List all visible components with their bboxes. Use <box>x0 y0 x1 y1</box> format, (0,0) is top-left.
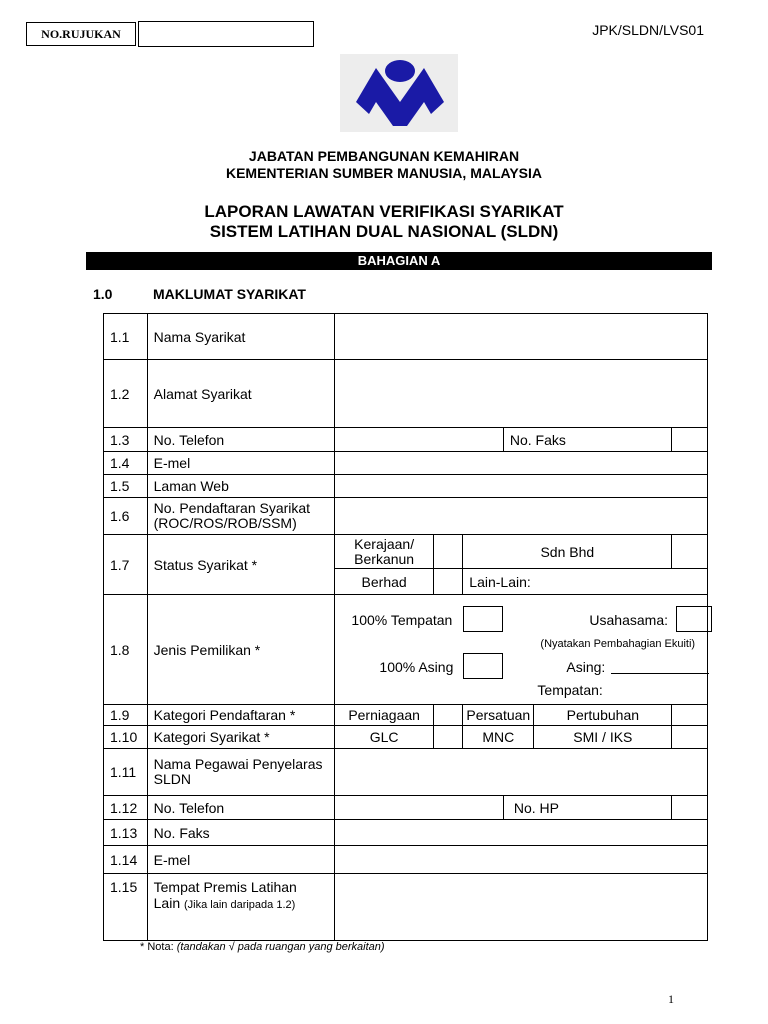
row-number: 1.12 <box>104 796 148 820</box>
no-pendaftaran-field[interactable] <box>335 498 708 535</box>
jpk-logo <box>340 54 458 132</box>
section-number: 1.0 <box>93 286 113 302</box>
row-label: No. Telefon <box>147 428 335 452</box>
status-option-berkanun: Berkanun <box>354 550 415 567</box>
row-pegawai-emel <box>104 846 708 874</box>
row-premis-latihan <box>104 874 708 941</box>
jenis-pemilikan-cell <box>335 595 708 705</box>
kategori-option-smi-iks: SMI / IKS <box>534 726 672 749</box>
status-option-sdn-bhd: Sdn Bhd <box>463 535 672 569</box>
row-label: Laman Web <box>147 475 335 498</box>
row-label-sub: SLDN <box>153 771 191 787</box>
row-pegawai-telefon <box>104 796 708 820</box>
alamat-syarikat-field[interactable] <box>335 360 708 428</box>
row-number: 1.13 <box>104 820 148 846</box>
laman-web-field[interactable] <box>335 475 708 498</box>
equity-asing-label: Asing: <box>566 659 606 675</box>
status-sdn-bhd-checkbox[interactable] <box>672 535 708 569</box>
row-number: 1.5 <box>104 475 148 498</box>
row-label: Kategori Syarikat * <box>147 726 335 749</box>
section-title: MAKLUMAT SYARIKAT <box>153 286 306 302</box>
pegawai-emel-field[interactable] <box>335 846 708 874</box>
kategori-glc-checkbox[interactable] <box>433 726 462 749</box>
row-number: 1.7 <box>104 535 148 595</box>
equity-note: (Nyatakan Pembahagian Ekuiti) <box>540 638 696 650</box>
row-nama-syarikat <box>104 314 708 360</box>
pegawai-telefon-field[interactable] <box>335 796 503 820</box>
row-label: No. Telefon <box>147 796 335 820</box>
footer-note <box>140 941 385 953</box>
row-number: 1.2 <box>104 360 148 428</box>
row-number: 1.14 <box>104 846 148 874</box>
document-code: JPK/SLDN/LVS01 <box>592 22 704 38</box>
no-faks-field[interactable] <box>672 428 708 452</box>
pendaftaran-perniagaan-checkbox[interactable] <box>433 705 462 726</box>
no-faks-label: No. Faks <box>503 428 671 452</box>
row-number: 1.15 <box>104 874 148 941</box>
pegawai-faks-field[interactable] <box>335 820 708 846</box>
report-title: LAPORAN LAWATAN VERIFIKASI SYARIKAT <box>204 202 564 221</box>
row-label: Alamat Syarikat <box>147 360 335 428</box>
pemilikan-usahasama-checkbox[interactable] <box>676 606 712 632</box>
pendaftaran-option-persatuan: Persatuan <box>463 705 534 726</box>
jpk-logo-icon <box>340 54 458 132</box>
row-label: No. Pendaftaran Syarikat <box>153 500 311 516</box>
row-label: Jenis Pemilikan * <box>147 595 335 705</box>
row-label: No. Faks <box>147 820 335 846</box>
ministry-name: KEMENTERIAN SUMBER MANUSIA, MALAYSIA <box>225 165 543 181</box>
row-label-sub: Lain <box>153 895 181 911</box>
pemilikan-option-tempatan: 100% Tempatan <box>351 612 453 628</box>
reference-number-label: NO.RUJUKAN <box>26 22 136 46</box>
pemilikan-tempatan-checkbox[interactable] <box>463 606 503 632</box>
row-number: 1.4 <box>104 452 148 475</box>
pemilikan-asing-checkbox[interactable] <box>463 653 503 679</box>
row-laman-web <box>104 475 708 498</box>
row-number: 1.11 <box>104 749 148 796</box>
row-number: 1.3 <box>104 428 148 452</box>
status-option-kerajaan: Kerajaan/ <box>354 535 415 552</box>
status-option-lain-lain[interactable]: Lain-Lain: <box>463 569 708 595</box>
row-number: 1.6 <box>104 498 148 535</box>
row-number: 1.10 <box>104 726 148 749</box>
nama-syarikat-field[interactable] <box>335 314 708 360</box>
pendaftaran-option-pertubuhan: Pertubuhan <box>534 705 672 726</box>
kategori-option-glc: GLC <box>335 726 433 749</box>
row-label: Status Syarikat * <box>147 535 335 595</box>
row-label-sub: (ROC/ROS/ROB/SSM) <box>153 515 297 531</box>
pemilikan-option-usahasama: Usahasama: <box>589 612 668 628</box>
no-telefon-field[interactable] <box>335 428 503 452</box>
pemilikan-option-asing: 100% Asing <box>379 659 454 675</box>
pegawai-penyelaras-field[interactable] <box>335 749 708 796</box>
emel-field[interactable] <box>335 452 708 475</box>
row-emel <box>104 452 708 475</box>
row-pegawai-penyelaras <box>104 749 708 796</box>
row-label-note: (Jika lain daripada 1.2) <box>184 899 296 911</box>
company-info-table <box>103 313 708 941</box>
equity-tempatan-label: Tempatan: <box>537 682 603 698</box>
row-number: 1.9 <box>104 705 148 726</box>
pendaftaran-option-perniagaan: Perniagaan <box>335 705 433 726</box>
row-label: Kategori Pendaftaran * <box>147 705 335 726</box>
row-kategori-syarikat <box>104 726 708 749</box>
row-label: Nama Pegawai Penyelaras <box>153 756 323 772</box>
row-label: Tempat Premis Latihan <box>153 879 297 895</box>
kategori-smi-iks-checkbox[interactable] <box>672 726 708 749</box>
equity-asing-field[interactable] <box>611 673 709 674</box>
page-number: 1 <box>668 992 674 1006</box>
kategori-option-mnc: MNC <box>463 726 534 749</box>
footer-note-prefix: * Nota: <box>140 941 174 953</box>
no-hp-label: No. HP <box>503 796 671 820</box>
row-label: E-mel <box>147 846 335 874</box>
row-label: E-mel <box>147 452 335 475</box>
row-number: 1.8 <box>104 595 148 705</box>
row-jenis-pemilikan <box>104 595 708 705</box>
footer-note-text: (tandakan √ pada ruangan yang berkaitan) <box>176 941 385 953</box>
row-status-syarikat <box>104 535 708 569</box>
status-berhad-checkbox[interactable] <box>433 569 462 595</box>
pendaftaran-pertubuhan-checkbox[interactable] <box>672 705 708 726</box>
row-kategori-pendaftaran <box>104 705 708 726</box>
row-no-pendaftaran <box>104 498 708 535</box>
row-pegawai-faks <box>104 820 708 846</box>
organization-name: JABATAN PEMBANGUNAN KEMAHIRAN <box>248 148 520 164</box>
premis-latihan-field[interactable] <box>335 874 708 941</box>
row-number: 1.1 <box>104 314 148 360</box>
status-option-berhad: Berhad <box>335 569 433 595</box>
row-alamat-syarikat <box>104 360 708 428</box>
report-subtitle: SISTEM LATIHAN DUAL NASIONAL (SLDN) <box>209 222 559 241</box>
status-kerajaan-checkbox[interactable] <box>433 535 462 569</box>
row-no-telefon <box>104 428 708 452</box>
no-hp-field[interactable] <box>672 796 708 820</box>
section-band: BAHAGIAN A <box>86 252 712 270</box>
row-label: Nama Syarikat <box>147 314 335 360</box>
reference-number-field[interactable] <box>138 21 314 47</box>
